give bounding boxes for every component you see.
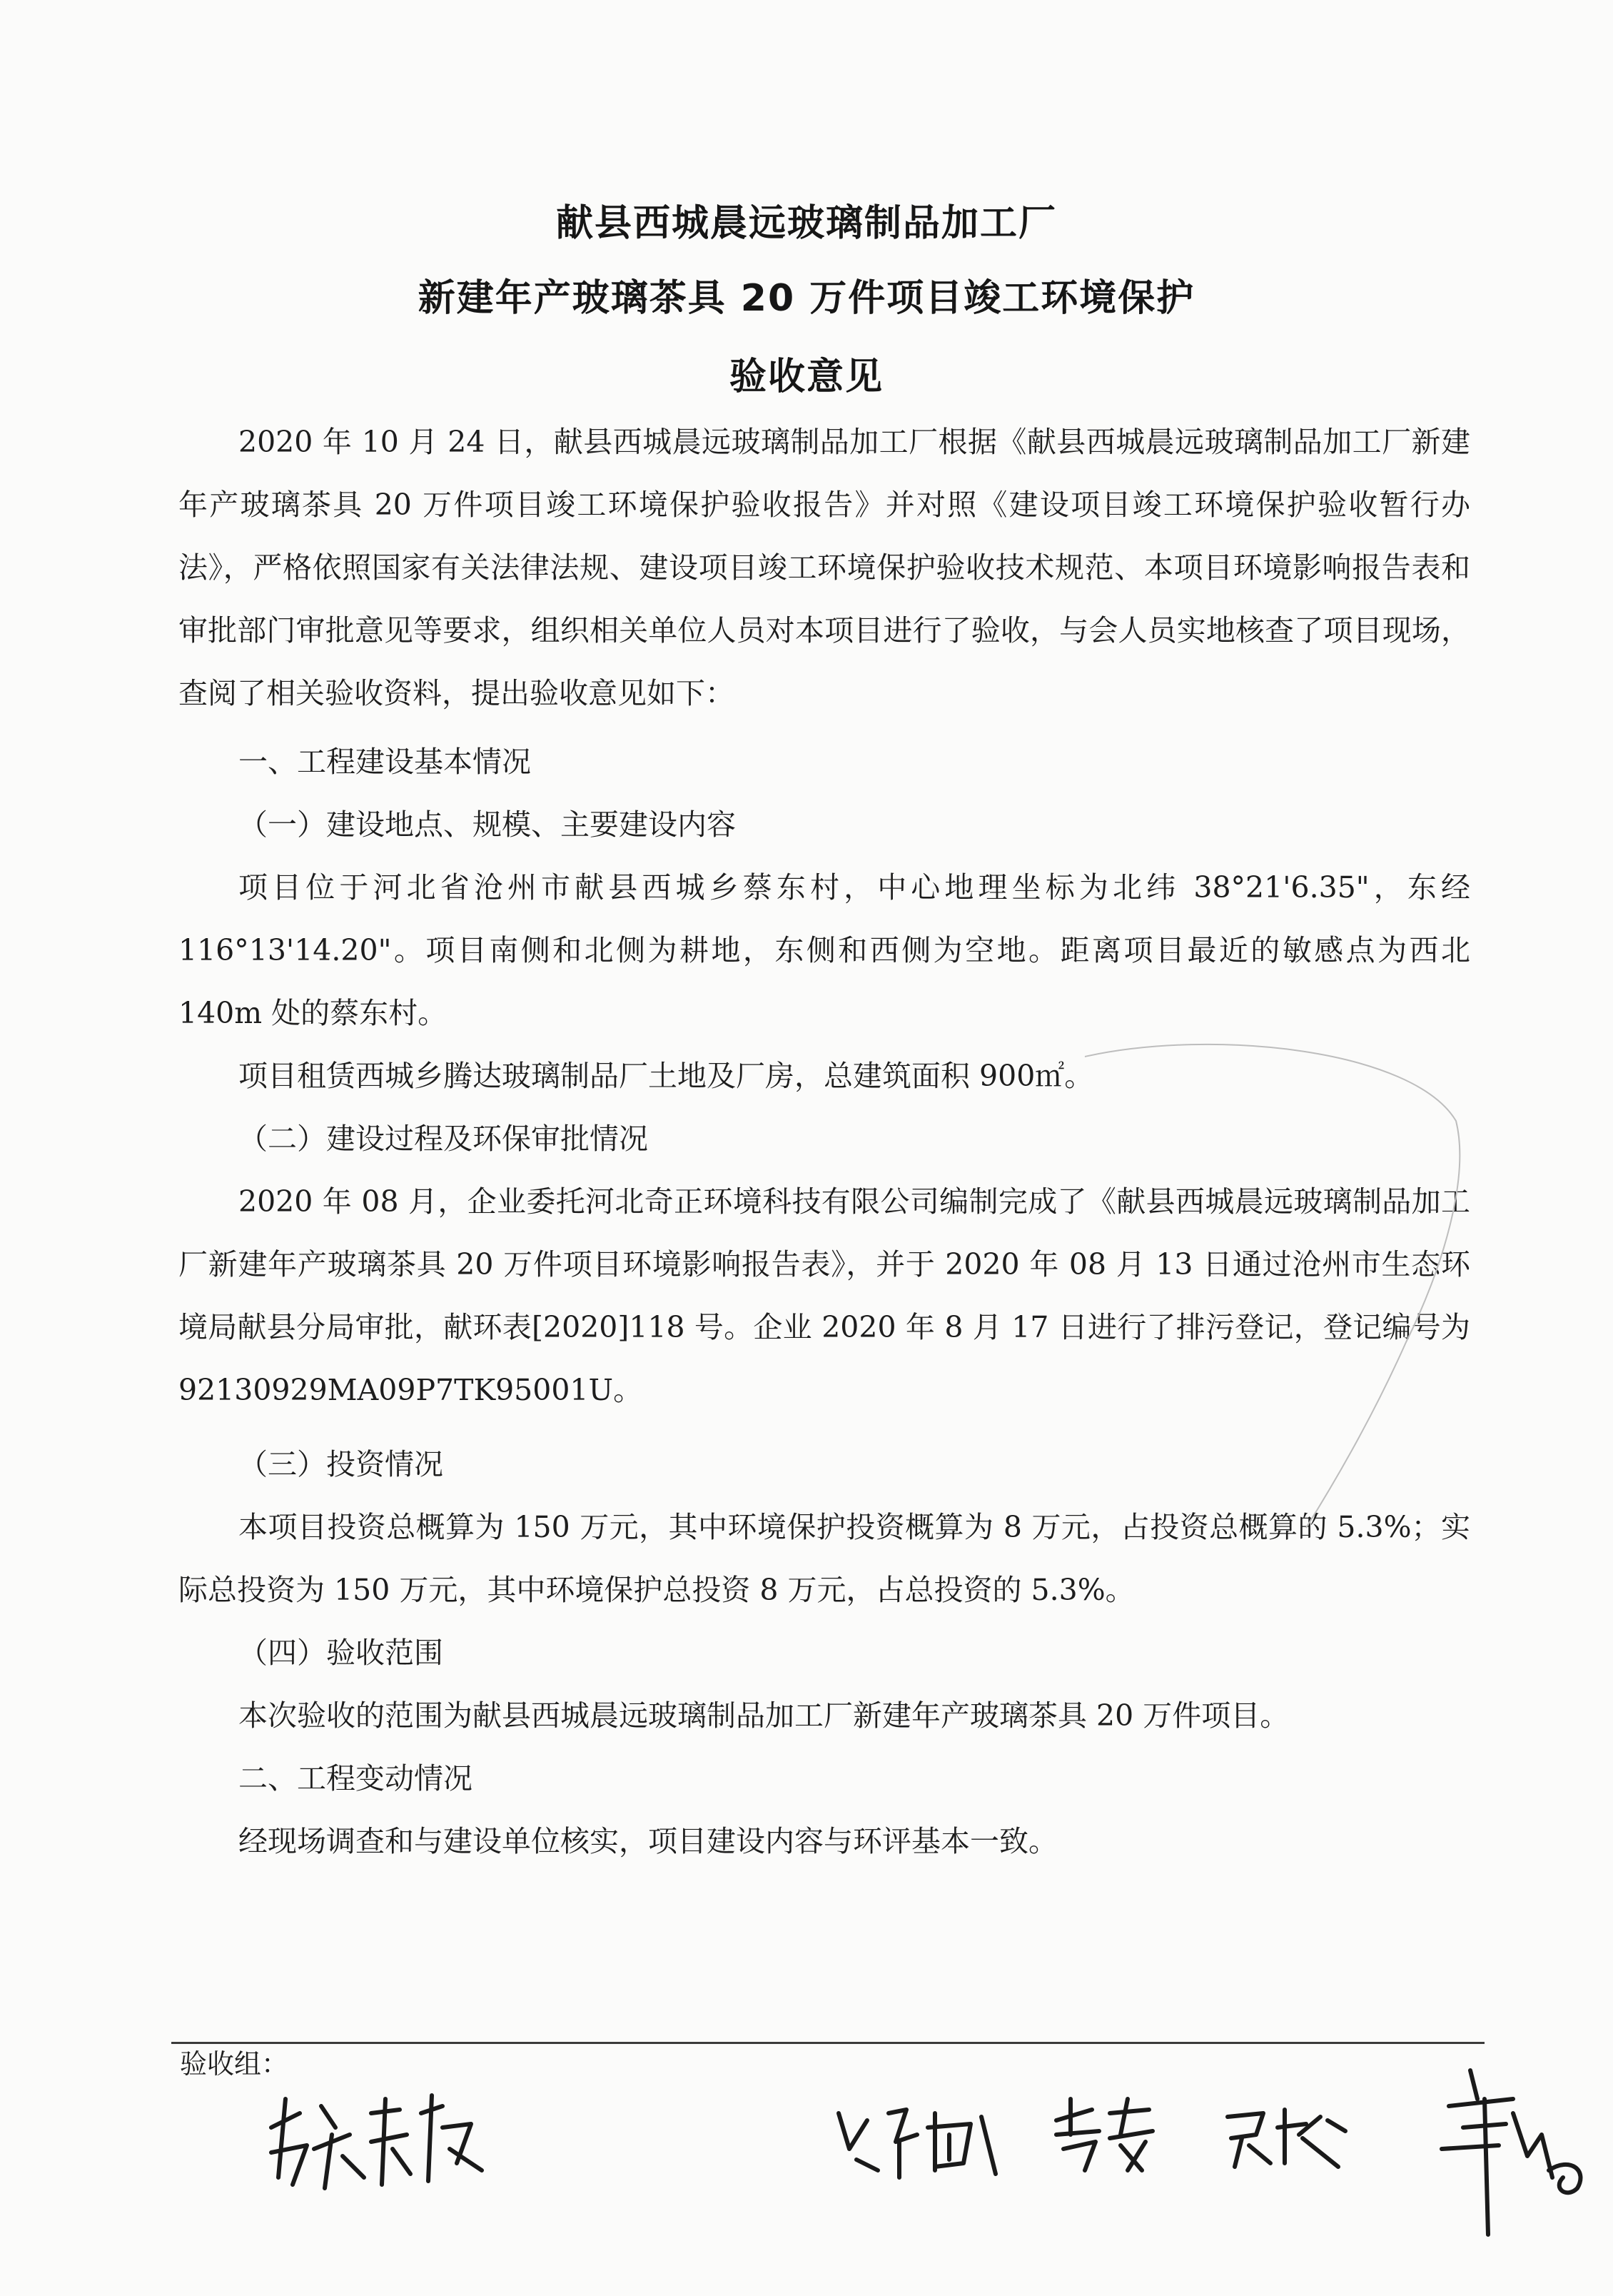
section-1-3-heading: （三）投资情况 (238, 1447, 443, 1481)
document-title-line-1: 献县西城晨远玻璃制品加工厂 (555, 202, 1057, 245)
investment-paragraph: 本项目投资总概算为 150 万元，其中环境保护投资概算为 8 万元，占投资总概算的 5.3%；实际总投资为 150 万元，其中环境保护总投资 8 万元，占总投资的 5.3%。 (178, 1510, 1470, 1607)
section-1-2-heading: （二）建设过程及环保审批情况 (238, 1122, 648, 1156)
section-2-heading: 二、工程变动情况 (238, 1761, 472, 1796)
scope-paragraph: 本次验收的范围为献县西城晨远玻璃制品加工厂新建年产玻璃茶具 20 万件项目。 (238, 1698, 1290, 1733)
signature-3 (1042, 2092, 1163, 2177)
pencil-scribble (1071, 1035, 1470, 1535)
location-paragraph: 项目位于河北省沧州市献县西城乡蔡东村，中心地理坐标为北纬 38°21'6.35"，东经 116°13'14.20"。项目南侧和北侧为耕地，东侧和西侧为空地。距离项目最近的敏感点为西北 140m 处的蔡东村。 (178, 870, 1470, 1030)
signature-5 (1435, 2056, 1599, 2242)
signature-2 (828, 2092, 1006, 2185)
acceptance-group-label: 验收组： (180, 2048, 289, 2080)
intro-paragraph: 2020 年 10 月 24 日，献县西城晨远玻璃制品加工厂根据《献县西城晨远玻璃制品加工厂新建年产玻璃茶具 20 万件项目竣工环境保护验收报告》并对照《建设项目竣工环境保护验收暂行办法》，严格依照国家有关法律法规、建设项目竣工环境保护验收技术规范、本项目环境影响报告表和审批部门审批意见等要求，组织相关单位人员对本项目进行了验收，与会人员实地核查了项目现场，查阅了相关验收资料，提出验收意见如下： (178, 425, 1470, 710)
section-1-heading: 一、工程建设基本情况 (238, 745, 531, 779)
approval-paragraph: 2020 年 08 月，企业委托河北奇正环境科技有限公司编制完成了《献县西城晨远玻璃制品加工厂新建年产玻璃茶具 20 万件项目环境影响报告表》，并于 2020 年 08 月 13 日通过沧州市生态环境局献县分局审批，献环表[2020]118 号。企业 2020 年 8 月 17 日进行了排污登记，登记编号为 92130929MA09P7TK95001U。 (178, 1184, 1470, 1407)
section-1-1-heading: （一）建设地点、规模、主要建设内容 (238, 807, 736, 842)
signature-4 (1213, 2095, 1356, 2174)
area-paragraph: 项目租赁西城乡腾达玻璃制品厂土地及厂房，总建筑面积 900㎡。 (238, 1059, 1094, 1093)
document-title-line-2: 新建年产玻璃茶具 20 万件项目竣工环境保护 (418, 277, 1195, 320)
document-title-line-3: 验收意见 (729, 356, 884, 398)
changes-paragraph: 经现场调查和与建设单位核实，项目建设内容与环评基本一致。 (238, 1824, 1058, 1858)
signature-1 (257, 2085, 492, 2199)
signature-separator (171, 2042, 1485, 2044)
section-1-4-heading: （四）验收范围 (238, 1636, 443, 1670)
